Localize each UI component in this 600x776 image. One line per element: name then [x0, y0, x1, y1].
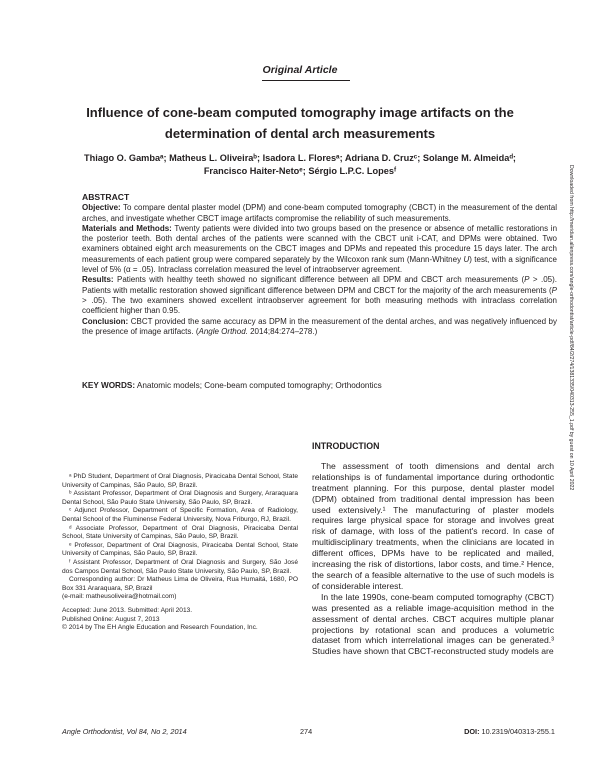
methods-text-1: Twenty patients were divided into two groups based on the presence or absence of metallic restorations in the posterior teeth. Both dental arches of the patients were scanned with the CBCT unit i-CAT, and DPMs were obtained. Two examiners obtained eight arch measurements on the CBCT images and DPMs and repeated this procedure 15 days later. The arch measurements of each patient group were compared separately by the Wilcoxon rank sum (Mann-Whitney [82, 223, 558, 264]
methods-u: U [463, 254, 470, 264]
doi-value: 10.2319/040313-255.1 [481, 727, 555, 736]
results-text-3: > .05). The two examiners showed excellent intraobserver agreement for both measuring methods with intraclass correlation coefficient higher than 0.95. [82, 295, 557, 316]
results-text-2: > .05). Patients with metallic restoration showed significant difference between DPM and CBCT for the majority of the arch measurements ( [82, 275, 557, 295]
abstract-conclusion [82, 317, 557, 338]
corresponding-author: Corresponding author: Dr Matheus Lima de Oliveira, Rua Humaitá, 1680, PO Box 331 Araraquara, SP, Brazil [62, 576, 298, 592]
results-p-1: P [524, 275, 530, 285]
abstract [82, 192, 557, 337]
footer-doi [464, 727, 555, 736]
methods-label: Materials and Methods: [82, 223, 172, 233]
results-p-2: P [551, 285, 557, 295]
footnote-e: ᵉ Professor, Department of Oral Diagnosis, Piracicaba Dental School, State University of Campinas, São Paulo, SP, Brazil. [62, 541, 298, 558]
keywords-label: KEY WORDS: [82, 381, 136, 390]
abstract-results [82, 275, 557, 316]
abstract-heading: ABSTRACT [82, 192, 130, 202]
article-title [60, 102, 540, 144]
section-label: Original Article [262, 64, 338, 76]
keywords-text: Anatomic models; Cone-beam computed tomography; Orthodontics [136, 381, 382, 390]
abstract-methods [82, 224, 557, 275]
footnote-d: ᵈ Associate Professor, Department of Oral Diagnosis, Piracicaba Dental School, State University of Campinas, São Paulo, SP, Brazil. [62, 524, 298, 541]
footnote-f: ᶠ Assistant Professor, Department of Oral Diagnosis and Surgery, São José dos Campos Dental School, São Paulo State University, São Paulo, SP, Brazil. [62, 558, 298, 575]
authors-line-2: Francisco Haiter-Netoᵉ; Sérgio L.P.C. Lopesᶠ [203, 166, 397, 176]
conclusion-journal: Angle Orthod. [198, 326, 248, 336]
download-watermark: Downloaded from http://meridian.allenpress.com/angle-orthodontist/article-pdf/84/2/274/1381335/040313-255_1.pdf by guest on 10 April 2022 [568, 165, 574, 491]
footer-journal: Angle Orthodontist, Vol 84, No 2, 2014 [62, 727, 187, 736]
footnote-a: ᵃ PhD Student, Department of Oral Diagnosis, Piracicaba Dental School, State University of Campinas, São Paulo, SP, Brazil. [62, 473, 298, 489]
page-number: 274 [300, 727, 313, 736]
results-label: Results: [82, 275, 114, 285]
title-line-1: Influence of cone-beam computed tomography image artifacts on the [86, 105, 514, 120]
footnote-c: ᶜ Adjunct Professor, Department of Specific Formation, Area of Radiology, Dental School of the Fluminense Federal University, Nova Friburgo, RJ, Brazil. [62, 507, 298, 523]
title-line-2: determination of dental arch measurements [164, 126, 436, 141]
intro-paragraph-1: The assessment of tooth dimensions and dental arch relationships is of fundamental importance during orthodontic treatment planning. For this purpose, dental plaster model (DPM) obtained from traditional dental impression has been used extensively.¹ The manufacturing of plaster models requires large physical space for storage and involves great risk of damage, with loss of the patient's record. In case of multidisciplinary treatments, when the clinicians are located in different offices, DPMs have to be replicated and mailed, increasing the risk of distortions, labor costs, and time.² Hence, the search of a feasible alternative to the use of such models is of considerable interest. [312, 460, 554, 591]
abstract-objective [82, 203, 557, 224]
footnote-b: ᵇ Assistant Professor, Department of Oral Diagnosis and Surgery, Araraquara Dental School, São Paulo State University, São Paulo, SP, Brazil. [62, 490, 298, 506]
conclusion-text-1: CBCT provided the same accuracy as DPM in the measurement of the dental arches, and was negatively influenced by the presence of image artifacts. ( [82, 316, 557, 336]
methods-text-2: ) test, with a significance level of 5% (α = .05). Intraclass correlation measured the level of intraobserver agreement. [82, 254, 557, 275]
conclusion-text-2: 2014;84:274–278.) [247, 326, 318, 336]
intro-heading: INTRODUCTION [312, 441, 380, 451]
section-underline [262, 80, 350, 81]
conclusion-label: Conclusion: [82, 316, 129, 326]
intro-paragraph-2: In the late 1990s, cone-beam computed tomography (CBCT) was presented as a reliable image-acquisition method in the assessment of dental arches. CBCT acquires multiple planar projections by rotational scan and produces a volumetric dataset from which interrelational images can be generated.³ Studies have shown that CBCT-reconstructed study models are [312, 591, 554, 657]
copyright: © 2014 by The EH Angle Education and Research Foundation, Inc. [62, 624, 258, 632]
introduction [312, 441, 554, 657]
keywords [82, 381, 557, 390]
date-published: Published Online: August 7, 2013 [62, 615, 160, 623]
corresponding-email: (e-mail: matheusoliveira@hotmail.com) [62, 593, 177, 601]
doi-label: DOI: [464, 727, 480, 736]
date-accepted: Accepted: June 2013. Submitted: April 2013. [62, 606, 193, 614]
results-text-1: Patients with healthy teeth showed no significant difference between all DPM and CBCT arch measurements ( [116, 275, 525, 285]
objective-text: To compare dental plaster model (DPM) and cone-beam computed tomography (CBCT) in the measurement of the dental arches, and investigate whether CBCT image artifacts compromise the reliability of such measurements. [82, 203, 558, 223]
footnotes [62, 473, 298, 633]
author-list [60, 152, 540, 178]
authors-line-1: Thiago O. Gambaᵃ; Matheus L. Oliveiraᵇ; Isadora L. Floresᵃ; Adriana D. Cruzᶜ; Solange M. Almeidaᵈ; [84, 153, 516, 163]
objective-label: Objective: [82, 203, 121, 213]
